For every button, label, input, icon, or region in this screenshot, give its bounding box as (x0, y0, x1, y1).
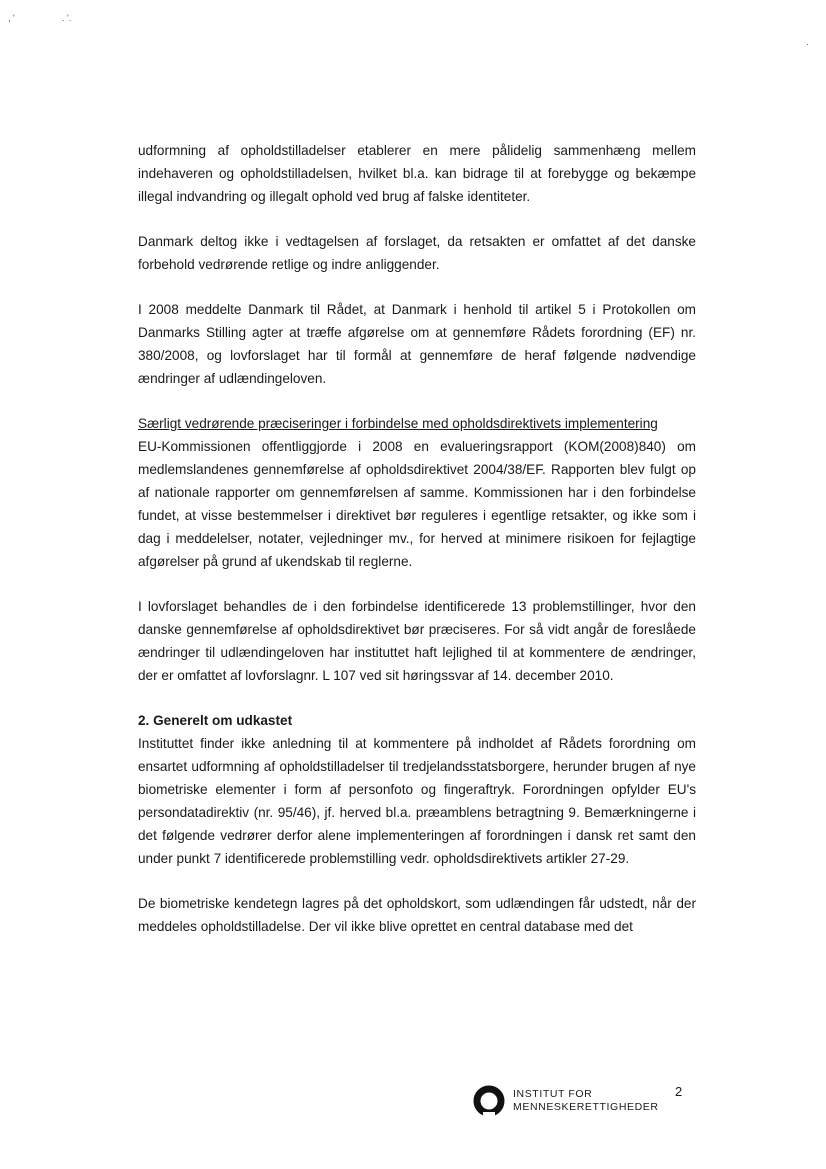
paragraph: Danmark deltog ikke i vedtagelsen af forslaget, da retsakten er omfattet af det danske forbehold vedrørende retlige og indre anliggender. (138, 234, 696, 272)
paragraph: EU-Kommissionen offentliggjorde i 2008 en evalueringsrapport (KOM(2008)840) om medlemslandenes gennemførelse af opholdsdirektivet 2004/38/EF. Rapporten blev fulgt op af nationale rapporter om gennemførelsen af samme. Kommissionen har i den forbindelse fundet, at visse bestemmelser i direktivet bør reguleres i egentlige retsakter, og ikke som i dag i meddelelser, notater, vejledninger mv., for herved at minimere risikoen for fejlagtige afgørelser på grund af ukendskab til reglerne. (138, 439, 696, 569)
paragraph: I lovforslaget behandles de i den forbindelse identificerede 13 problemstillinger, hvor den danske gennemførelse af opholdsdirektivet bør præciseres. For så vidt angår de foreslåede ændringer til udlændingeloven har instituttet haft lejlighed til at kommentere de ændringer, der er omfattet af lovforslagnr. L 107 ved sit høringssvar af 14. december 2010. (138, 599, 696, 683)
paragraph: Instituttet finder ikke anledning til at kommentere på indholdet af Rådets forordning om ensartet udformning af opholdstilladelser til tredjelandsstatsborgere, herunder brugen af nye biometriske elementer i form af personfoto og fingeraftryk. Forordningen opfylder EU's persondatadirektiv (nr. 95/46), jf. herved bl.a. præamblens betragtning 9. Bemærkningerne i det følgende vedrører derfor alene implementeringen af forordningen i dansk ret samt den under punkt 7 identificerede problemstilling vedr. opholdsdirektivets artikler 27-29. (138, 736, 696, 866)
scan-mark: , ' (8, 13, 15, 23)
document-body (138, 139, 696, 938)
paragraph: De biometriske kendetegn lagres på det opholdskort, som udlændingen får udstedt, når der meddeles opholdstilladelse. Der vil ikke blive oprettet en central database med det (138, 896, 696, 934)
scan-mark: . '. (62, 13, 72, 23)
institute-name-line2: MENNESKERETTIGHEDER (513, 1101, 659, 1113)
section-subheading: Særligt vedrørende præciseringer i forbindelse med opholdsdirektivets implementering (138, 416, 658, 431)
paragraph: I 2008 meddelte Danmark til Rådet, at Danmark i henhold til artikel 5 i Protokollen om Danmarks Stilling agter at træffe afgørelse om at gennemføre Rådets forordning (EF) nr. 380/2008, og lovforslaget har til formål at gennemføre de heraf følgende nødvendige ændringer af udlændingeloven. (138, 302, 696, 386)
institute-name (513, 1088, 659, 1114)
paragraph: udformning af opholdstilladelser etablerer en mere pålidelig sammenhæng mellem indehaveren og opholdstilladelsen, hvilket bl.a. kan bidrage til at forebygge og bekæmpe illegal indvandring og illegalt ophold ved brug af falske identiteter. (138, 143, 696, 204)
institute-name-line1: INSTITUT FOR (513, 1088, 593, 1100)
scan-mark: · (806, 39, 809, 49)
page-number: 2 (675, 1084, 683, 1099)
section-heading: 2. Generelt om udkastet (138, 713, 293, 728)
institute-logo-icon (472, 1085, 506, 1117)
page-footer (472, 1081, 692, 1121)
